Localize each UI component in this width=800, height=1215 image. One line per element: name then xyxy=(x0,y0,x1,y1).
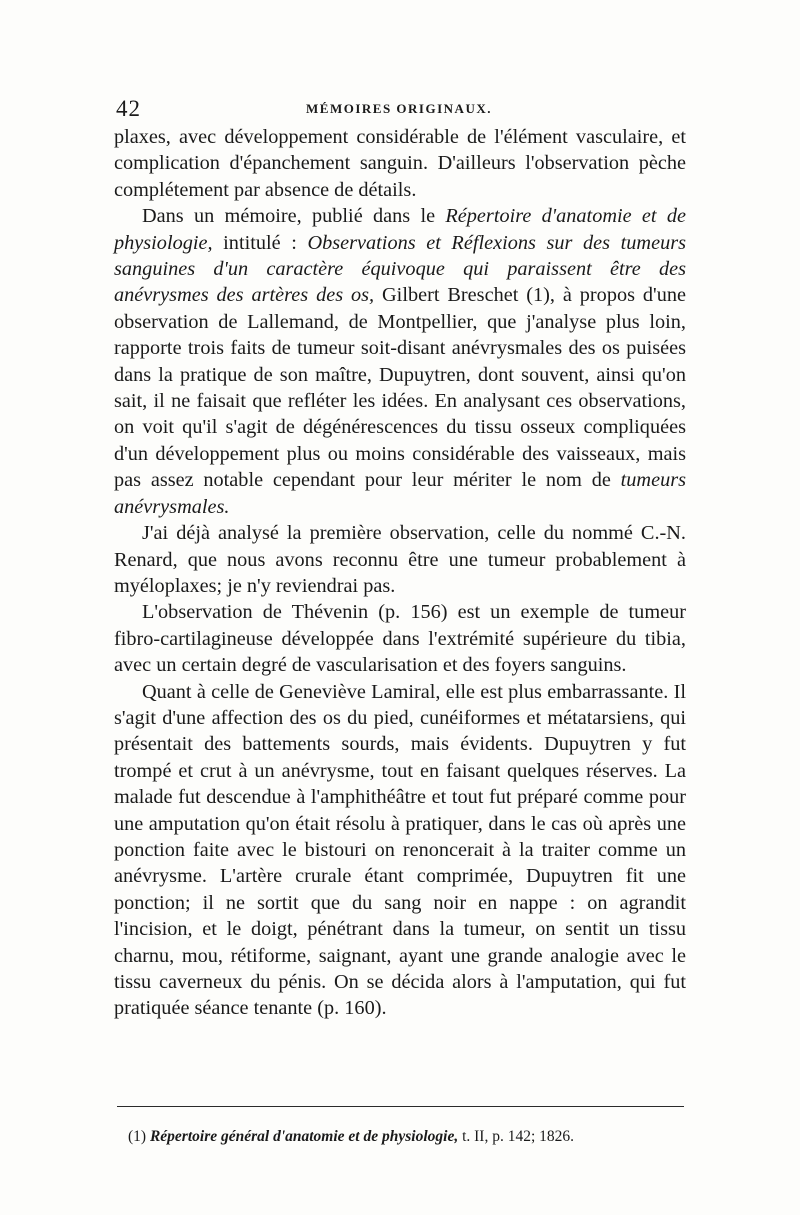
footnote-reference: t. II, p. 142; 1826. xyxy=(458,1128,575,1145)
paragraph-5: Quant à celle de Geneviève Lamiral, elle est plus embarrassante. Il s'agit d'une affection des os du pied, cunéiformes et métatarsiens, qui présentait des battements sourds, mais évidents. Dupuytren y fut trompé et crut à un anévrysme, tout en faisant quelques réserves. La malade fut descendue à l'amphithéâtre et tout fut préparé comme pour une amputation qu'on était résolu à pratiquer, dans le cas où après une ponction faite avec le bistouri on renoncerait à la traiter comme un anévrysme. L'artère crurale étant comprimée, Dupuytren fit une ponction; il ne sortit que du sang noir en nappe : on agrandit l'incision, et le doigt, pénétrant dans la tumeur, on sentit un tissu charnu, mou, rétiforme, saignant, ayant une grande analogie avec le tissu caverneux du pénis. On se décida alors à l'amputation, qui fut pratiquée séance tenante (p. 160). xyxy=(114,680,686,1020)
footnote-rule xyxy=(117,1106,684,1107)
page-number: 42 xyxy=(116,96,141,121)
paragraph-2 xyxy=(114,203,686,520)
paragraph-1: plaxes, avec développement considérable de l'élément vasculaire, et complication d'épanchement sanguin. D'ailleurs l'observation pèche complétement par absence de détails. xyxy=(114,126,686,201)
footnote-title: Répertoire général d'anatomie et de physiologie, xyxy=(149,1128,459,1145)
running-title: MÉMOIRES ORIGINAUX. xyxy=(306,101,492,116)
footnote-marker: (1) xyxy=(128,1128,150,1145)
running-head xyxy=(112,96,686,120)
footnote xyxy=(128,1127,688,1147)
paragraph-3: J'ai déjà analysé la première observation, celle du nommé C.-N. Renard, que nous avons reconnu être une tumeur probablement à myéloplaxes; je n'y reviendrai pas. xyxy=(114,522,686,597)
paragraph-2-text-a: Dans un mémoire, publié dans le xyxy=(142,205,446,228)
paragraph-2-text-c: intitulé : xyxy=(212,231,308,254)
paragraph-2-italic-journal: Répertoire d'anatomie et de physiologie, xyxy=(114,205,686,254)
paragraph-2-text-e: Gilbert Breschet (1), à propos d'une observation de Lallemand, de Montpellier, que j'analyse plus loin, rapporte trois faits de tumeur soit-disant anévrysmales des os puisées dans la pratique de son maître, Dupuytren, dont souvent, ainsi qu'on sait, il ne faisait que refléter les idées. En analysant ces observations, on voit qu'il s'agit de dégénérescences du tissu osseux compliquées d'un développement plus ou moins considérable des vaisseaux, mais pas assez notable cependant pour leur mériter le nom de xyxy=(114,284,686,492)
paragraph-2-italic-term: tumeurs anévrysmales. xyxy=(114,469,686,518)
paragraph-4: L'observation de Thévenin (p. 156) est un exemple de tumeur fibro-cartilagineuse développée dans l'extrémité supérieure du tibia, avec un certain degré de vascularisation et des foyers sanguins. xyxy=(114,601,686,677)
body-text xyxy=(114,124,686,1022)
paragraph-2-italic-title: Observations et Réflexions sur des tumeurs sanguines d'un caractère équivoque qui paraissent être des anévrysmes des artères des os, xyxy=(114,231,686,307)
